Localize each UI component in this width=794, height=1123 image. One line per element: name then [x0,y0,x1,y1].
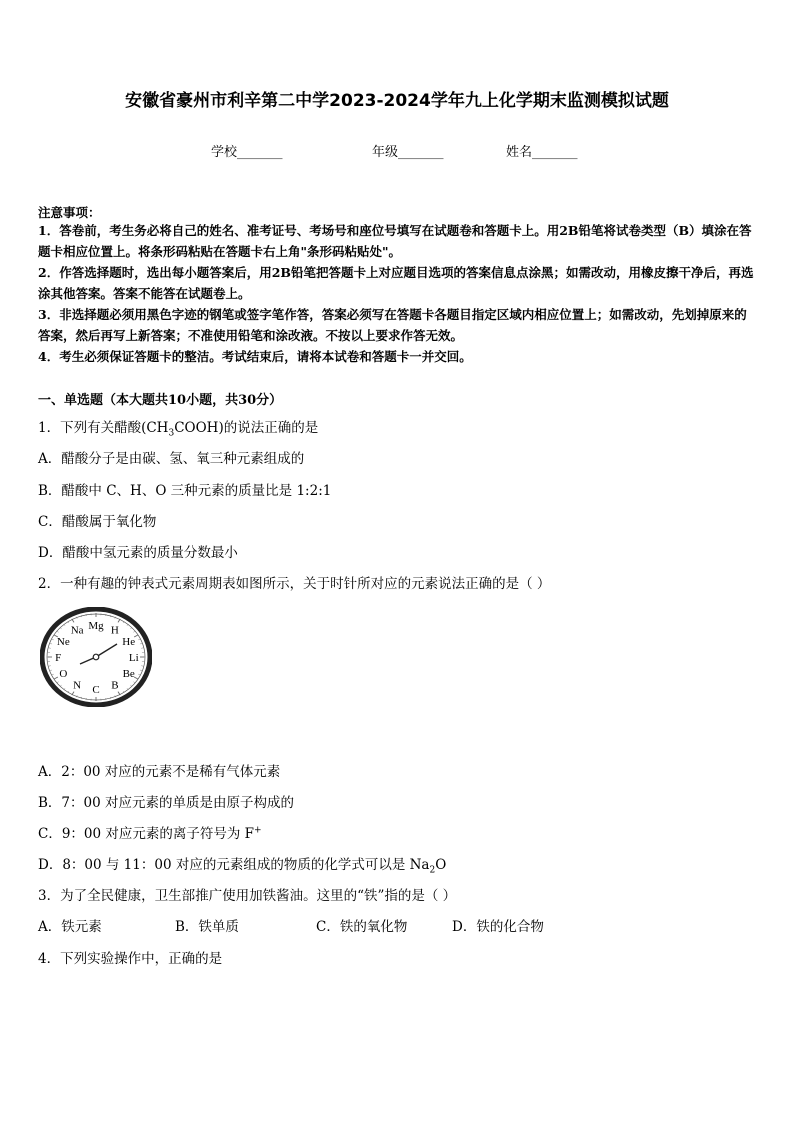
q1-option-a: A．醋酸分子是由碳、氢、氧三种元素组成的 [38,451,305,467]
clock-element-label: He [122,636,136,648]
section-heading: 一、单选题（本大题共10小题，共30分） [38,393,283,408]
notice-item-4: 4．考生必须保证答题卡的整洁。考试结束后，请将本试卷和答题卡一并交回。 [38,349,472,364]
clock-element-label: Na [70,624,84,637]
q3-stem: 3．为了全民健康，卫生部推广使用加铁酱油。这里的“铁”指的是（ ） [38,888,457,904]
clock-element-label: H [110,624,119,637]
clock-element-label: Ne [56,636,70,648]
clock-element-label: N [73,679,82,692]
school-blank: _______ [237,145,283,160]
q2-stem: 2．一种有趣的钟表式元素周期表如图所示，关于时针所对应的元素说法正确的是（ ） [38,576,551,592]
q2-option-d-text: D．8：00 与 11：00 对应的元素组成的物质的化学式可以是 Na [38,857,430,873]
clock-element-label: C [92,684,100,696]
clock-element-label: Li [128,652,139,664]
element-clock-figure [40,607,152,707]
q3-option-a: A．铁元素 [38,919,102,935]
notice-heading: 注意事项： [38,205,101,220]
q3-option-c: C．铁的氧化物 [316,919,408,935]
clock-element-label: B [111,679,119,692]
q1-stem [38,416,318,439]
notice-item-2: 2．作答选择题时，选出每小题答案后，用2B铅笔把答题卡上对应题目选项的答案信息点涂黑；如需改动，用橡皮擦干净后，再选涂其他答案。答案不能答在试题卷上。 [38,265,754,301]
q1-option-c: C．醋酸属于氧化物 [38,514,157,530]
clock-element-label: Mg [88,620,104,632]
page-title: 安徽省豪州市利辛第二中学2023-2024学年九上化学期末监测模拟试题 [125,91,669,111]
q2-option-c [38,822,262,842]
q2-option-b: B．7：00 对应元素的单质是由原子构成的 [38,795,294,811]
q1-option-d: D．醋酸中氢元素的质量分数最小 [38,545,238,561]
q2-option-c-text: C．9：00 对应元素的离子符号为 F [38,826,255,842]
q1-stem-sub: 3 [168,428,175,439]
name-label: 姓名 [506,145,533,160]
q3-option-b: B．铁单质 [175,919,239,935]
notice-item-1: 1．答卷前，考生务必将自己的姓名、准考证号、考场号和座位号填写在试题卷和答题卡上。用2B铅笔将试卷类型（B）填涂在答题卡相应位置上。将条形码粘贴在答题卡右上角"条形码粘贴处"。 [38,223,752,259]
school-field [211,141,283,160]
q2-option-c-sup: + [254,825,262,836]
grade-label: 年级 [372,145,399,160]
grade-blank: _______ [398,145,444,160]
name-field [506,141,578,160]
q2-option-d-sub: 2 [429,865,436,876]
grade-field [372,141,444,160]
q4-stem: 4．下列实验操作中，正确的是 [38,951,223,967]
name-blank: _______ [532,145,578,160]
q2-option-a: A．2：00 对应的元素不是稀有气体元素 [38,764,281,780]
clock-element-label: F [55,652,62,664]
clock-element-label: Be [122,668,135,680]
q1-option-b: B．醋酸中 C、H、O 三种元素的质量比是 1:2:1 [38,483,332,499]
clock-center [93,654,99,660]
q2-option-d [38,853,446,876]
clock-element-label: O [59,668,68,680]
school-label: 学校 [211,145,238,160]
q1-stem-post: COOH)的说法正确的是 [174,420,319,436]
q2-option-d-post: O [435,857,447,873]
q3-option-d: D．铁的化合物 [452,919,544,935]
notice-item-3: 3．非选择题必须用黑色字迹的钢笔或签字笔作答，答案必须写在答题卡各题目指定区域内相应位置上；如需改动，先划掉原来的答案，然后再写上新答案；不准使用铅笔和涂改液。不按以上要求作答无效。 [38,307,747,343]
q1-stem-pre: 1．下列有关醋酸(CH [38,420,169,436]
